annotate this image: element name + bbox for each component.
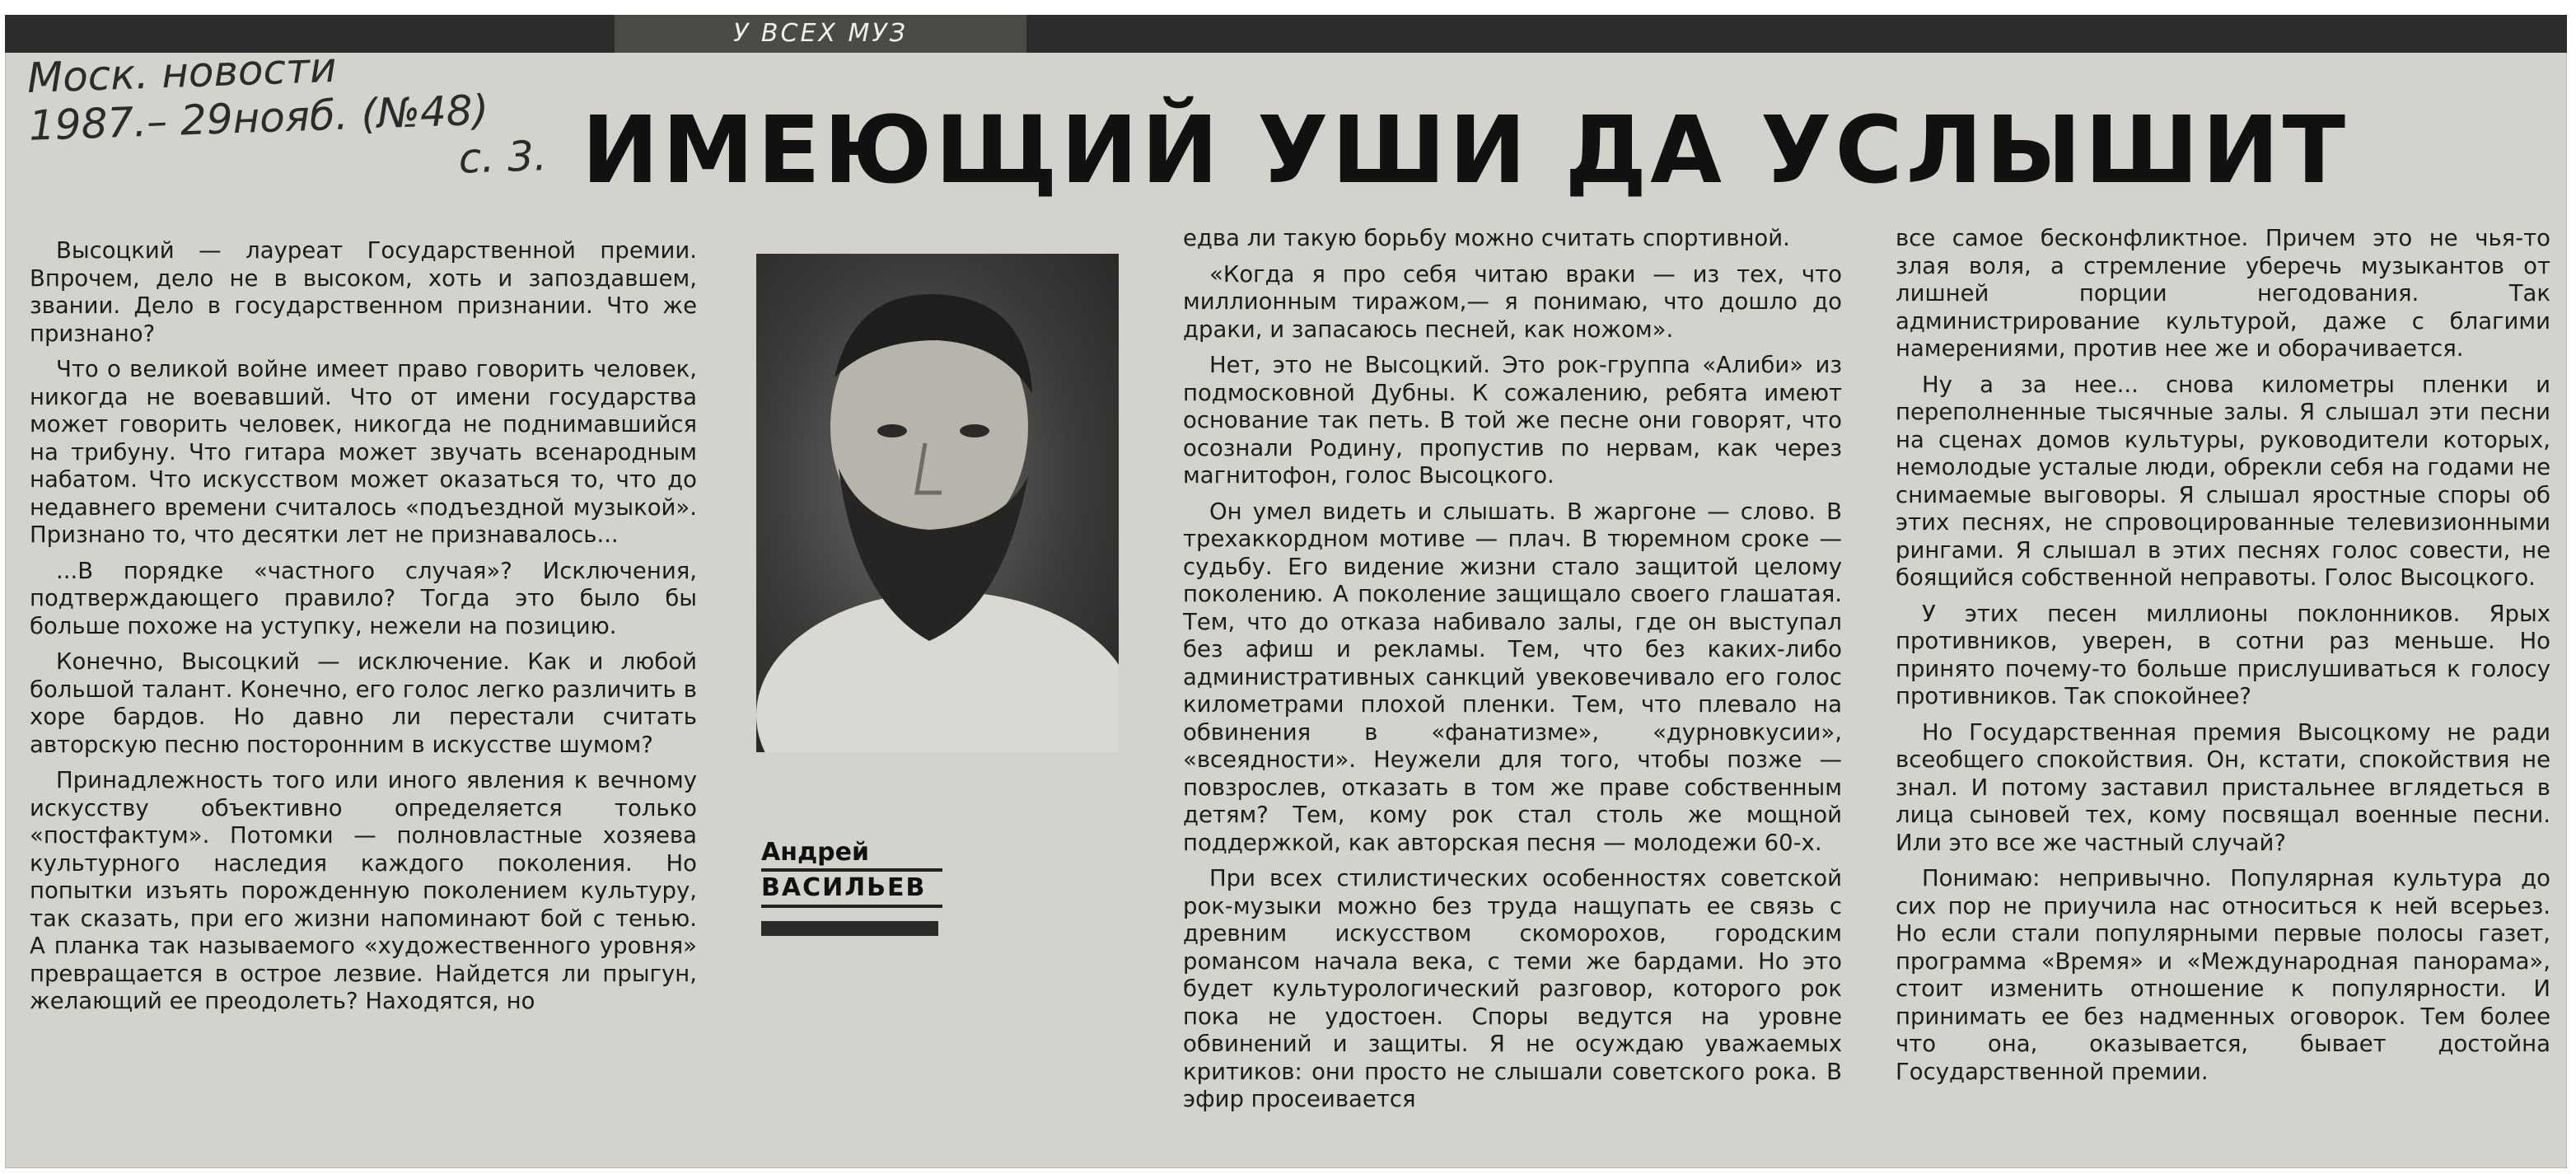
handwritten-line: Моск. новости (26, 43, 338, 102)
handwritten-line: с. 3. (457, 132, 548, 183)
paragraph: едва ли такую борьбу можно считать спортивной. (1183, 225, 1790, 251)
paragraph: Высоцкий — лауреат Государственной премии. Впрочем, дело не в высоком, хоть и запоздавшем, звании. Дело в государственном признании. Что же признано? (30, 237, 697, 347)
article-column-2 (1183, 225, 1842, 1122)
paragraph: Но Государственная премия Высоцкому не ради всеобщего спокойствия. Он, кстати, спокойствия не знал. И потому заставил пристальнее вглядеться в лица сыновей тех, кому посвящал военные песни. Или это все же частный случай? (1896, 718, 2550, 856)
paragraph: Что о великой войне имеет право говорить человек, никогда не воевавший. Что от имени государства может говорить человек, никогда не поднимавшийся на трибуну. Что гитара может звучать всенародным набатом. Что искусством может оказаться то, что до недавнего времени считалось «подъездной музыкой». Признано то, что десятки лет не признавалось... (30, 356, 697, 548)
article-headline: ИМЕЮЩИЙ УШИ ДА УСЛЫШИТ (582, 97, 2349, 204)
paragraph: Ну а за нее... снова километры пленки и переполненные тысячные залы. Я слышал эти песни на сценах домов культуры, руководители которых, немолодые усталые люди, обрекли себя на годами не снимаемые выговоры. Я слышал яростные споры об этих песнях, не спровоцированные телевизионными рингами. Я слышал в этих песнях голос совести, не боящийся собственной неправоты. Голос Высоцкого. (1896, 371, 2550, 591)
newspaper-clipping (5, 15, 2567, 1168)
paragraph: «Когда я про себя читаю враки — из тех, что миллионным тиражом,— я понимаю, что дошло до драки, и запасаюсь песней, как ножом». (1183, 260, 1842, 343)
author-photo (756, 254, 1119, 752)
paragraph: Понимаю: непривычно. Популярная культура до сих пор не приучила нас относиться к ней всерьез. Но если стали популярными первые полосы газет, программа «Время» и «Международная панорама», стоит изменить отношение к популярности. И принимать ее без надменных оговорок. Тем более что она, оказывается, бывает достойна Государственной премии. (1896, 865, 2550, 1085)
paragraph: Нет, это не Высоцкий. Это рок-группа «Алиби» из подмосковной Дубны. К сожалению, ребята имеют основание так петь. В той же песне они говорят, что осознали Родину, пропустив по нервам, как через магнитофон, голос Высоцкого. (1183, 352, 1842, 489)
paragraph: У этих песен миллионы поклонников. Ярых противников, уверен, в сотни раз меньше. Но принято почему-то больше прислушиваться к голосу противников. Так спокойнее? (1896, 600, 2550, 709)
handwritten-source-note (26, 35, 608, 198)
paragraph: Принадлежность того или иного явления к вечному искусству объективно определяется только «постфактум». Потомки — полновластные хозяева культурного наследия каждого поколения. Но попытки изъять порожденную поколением культуру, так сказать, при его жизни напоминают бой с тенью. А планка так называемого «художественного уровня» превращается в острое лезвие. Найдется ли прыгун, желающий ее преодолеть? Находятся, но (30, 767, 697, 1014)
paragraph: все самое бесконфликтное. Причем это не чья-то злая воля, а стремление уберечь музыкантов от лишней порции негодования. Так администрирование культурой, даже с благими намерениями, против нее же и оборачивается. (1896, 225, 2550, 362)
author-last-name: ВАСИЛЬЕВ (761, 868, 942, 908)
paragraph: ...В порядке «частного случая»? Исключения, подтверждающего правило? Тогда это было бы больше похоже на уступку, нежели на позицию. (30, 557, 697, 639)
author-first-name: Андрей (761, 838, 870, 867)
article-column-1 (30, 237, 697, 1024)
byline-rule (761, 921, 938, 936)
author-byline (761, 839, 942, 936)
paragraph: Конечно, Высоцкий — исключение. Как и любой большой талант. Конечно, его голос легко различить в хоре бардов. Но давно ли перестали считать авторскую песню посторонним в искусстве шумом? (30, 648, 697, 758)
article-column-3 (1896, 225, 2550, 1094)
paragraph: При всех стилистических особенностях советской рок-музыки можно без труда нащупать ее связь с древним искусством скоморохов, городским романсом начала века, с теми же бардами. Но это будет культурологический разговор, которого рок пока не удостоен. Споры ведутся на уровне обвинений и защиты. Я не осуждаю уважаемых критиков: они просто не слышали советского рока. В эфир просеивается (1183, 865, 1842, 1112)
rubric-label: У ВСЕХ МУЗ (615, 15, 1026, 53)
portrait-illustration (756, 254, 1119, 752)
paragraph: Он умел видеть и слышать. В жаргоне — слово. В трехаккордном мотиве — плач. В тюремном сроке — судьбу. Его видение жизни стало защитой целому поколению. А поколение защищало своего глашатая. Тем, что до отказа набивало залы, где он выступал без афиш и рекламы. Тем, что без каких-либо административных санкций увековечивало его голос километрами плохой пленки. Тем, что плевало на обвинения в «фанатизме», «дурновкусии», «всеядности». Неужели для того, чтобы позже — повзрослев, отказать в том же праве собственным детям? Тем, кому рок стал столь же мощной поддержкой, как авторская песня — молодежи 60-х. (1183, 498, 1842, 856)
handwritten-line: 1987.– 29нояб. (№48) (28, 86, 489, 150)
